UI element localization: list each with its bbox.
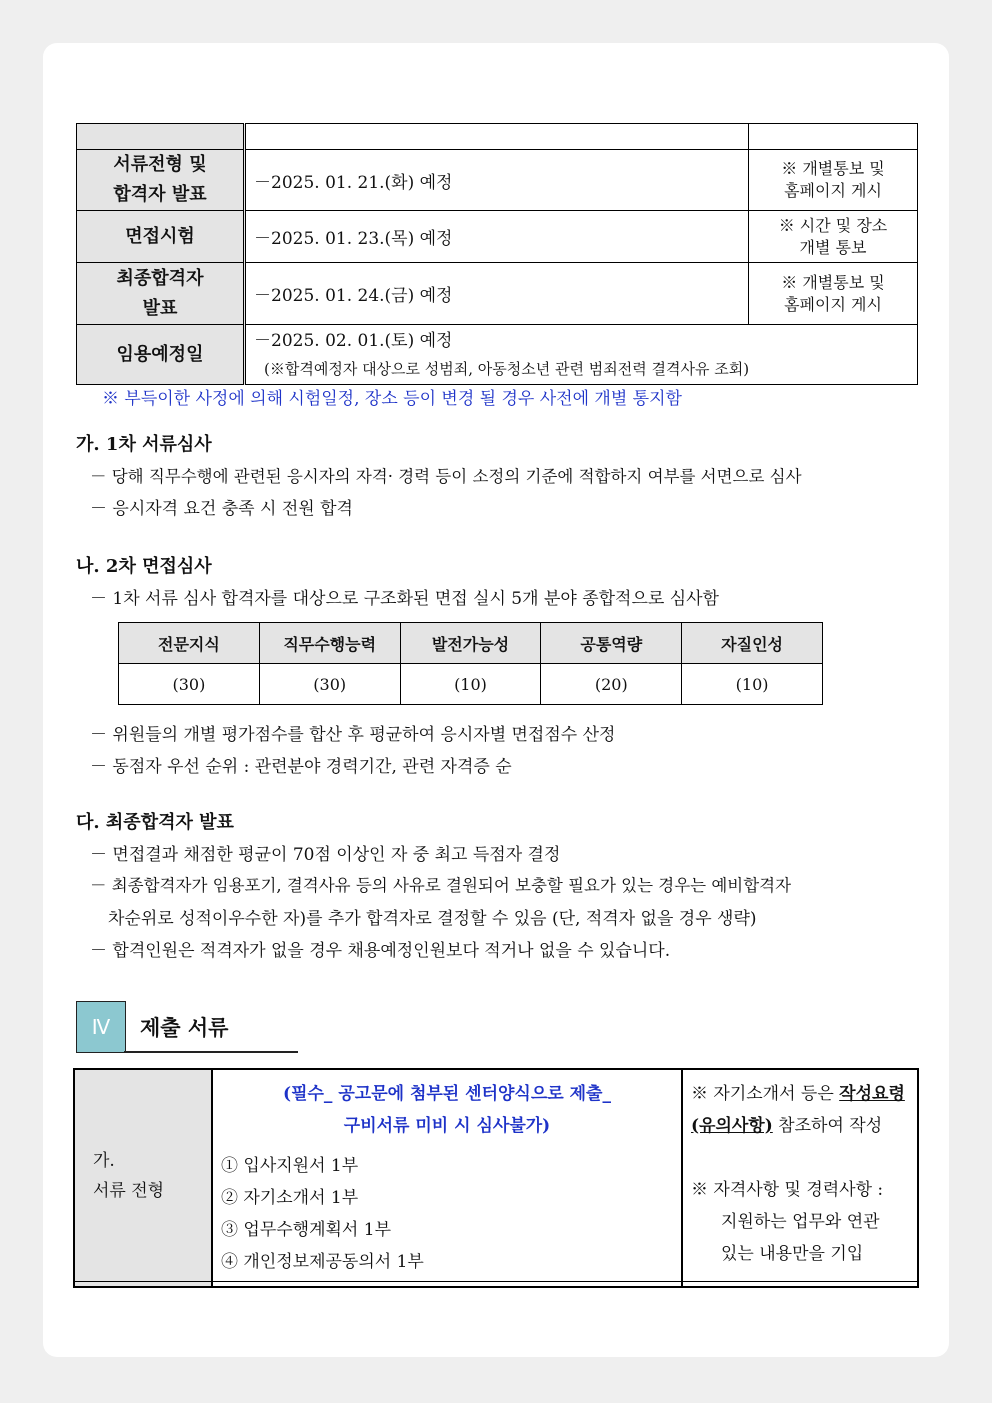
note-text: 있는 내용만을 기입	[721, 1244, 864, 1264]
section-line: － 합격인원은 적격자가 없을 경우 채용예정인원보다 적거나 없을 수 있습니다.	[90, 941, 671, 961]
note-writing-guide	[691, 1078, 909, 1142]
documents-label-cell	[74, 1069, 212, 1287]
section-title: 가. 1차 서류심사	[76, 434, 212, 455]
score-header: 공통역량	[541, 623, 682, 664]
schedule-date-cell	[245, 325, 918, 385]
section-line: － 면접결과 채점한 평균이 70점 이상인 자 중 최고 득점자 결정	[90, 845, 561, 865]
table-row	[77, 211, 918, 263]
note-underlined: 작성요령	[839, 1084, 905, 1104]
score-value: (20)	[541, 664, 682, 705]
schedule-note: ※ 개별통보 및	[781, 272, 885, 292]
required-note: (필수_ 공고문에 첨부된 센터양식으로 제출_	[283, 1084, 611, 1104]
required-note: 구비서류 미비 시 심사불가)	[343, 1116, 551, 1136]
schedule-note-cell	[749, 124, 918, 150]
note-text: ※ 자격사항 및 경력사항 :	[691, 1180, 884, 1200]
schedule-label: 발표	[142, 297, 178, 319]
schedule-note-cell	[749, 150, 918, 211]
documents-note-cell	[682, 1069, 918, 1287]
schedule-label-cell	[77, 150, 245, 211]
table-row	[77, 150, 918, 211]
schedule-label: 합격자 발표	[113, 184, 207, 205]
table-row	[77, 124, 918, 150]
score-value: (10)	[400, 664, 541, 705]
score-header: 자질인성	[682, 623, 823, 664]
table-row	[119, 664, 823, 705]
note-underlined: (유의사항)	[691, 1116, 773, 1136]
section-line: － 최종합격자가 임용포기, 결격사유 등의 사유로 결원되어 보충할 필요가 있는 경우는 예비합격자	[90, 876, 792, 895]
schedule-date: －2025. 01. 24.(금) 예정	[245, 263, 749, 325]
document-item: ① 입사지원서 1부	[221, 1156, 359, 1176]
table-row	[74, 1069, 918, 1287]
schedule-note: ※ 개별통보 및	[781, 159, 885, 178]
section-line: 차순위로 성적이우수한 자)를 추가 합격자로 결정할 수 있음 (단, 적격자 없을 경우 생략)	[108, 909, 757, 929]
note-text: ※ 자기소개서 등은	[691, 1084, 840, 1104]
schedule-label: 서류전형 및	[113, 154, 207, 175]
schedule-note-cell	[749, 263, 918, 325]
schedule-note: ※ 시간 및 장소	[778, 215, 888, 235]
table-row	[77, 325, 918, 385]
note-qualifications	[691, 1174, 909, 1270]
section-line: － 1차 서류 심사 합격자를 대상으로 구조화된 면접 실시 5개 분야 종합적으로 심사함	[90, 589, 719, 609]
section-line: － 동점자 우선 순위 : 관련분야 경력기간, 관련 자격증 순	[90, 757, 512, 777]
schedule-notice: ※ 부득이한 사정에 의해 시험일정, 장소 등이 변경 될 경우 사전에 개별 통지함	[102, 389, 682, 409]
schedule-subnote: (※합격예정자 대상으로 성범죄, 아동청소년 관련 범죄전력 결격사유 조회)	[264, 359, 750, 378]
document-item: ② 자기소개서 1부	[221, 1188, 359, 1208]
score-header: 발전가능성	[400, 623, 541, 664]
section-number-badge: Ⅳ	[76, 1001, 126, 1053]
schedule-date: －2025. 01. 23.(목) 예정	[245, 211, 749, 263]
score-value: (10)	[682, 664, 823, 705]
document-item: ④ 개인정보제공동의서 1부	[221, 1252, 424, 1272]
documents-label: 서류 전형	[93, 1181, 165, 1201]
schedule-date-cell	[245, 124, 749, 150]
section-line: － 당해 직무수행에 관련된 응시자의 자격· 경력 등이 소정의 기준에 적합하지 여부를 서면으로 심사	[90, 467, 802, 486]
schedule-label-cell	[77, 263, 245, 325]
table-row	[119, 623, 823, 664]
documents-table	[73, 1068, 919, 1288]
document-item: ③ 업무수행계획서 1부	[221, 1220, 391, 1240]
schedule-date: －2025. 01. 21.(화) 예정	[245, 150, 749, 211]
schedule-note: 홈페이지 게시	[784, 181, 882, 200]
section-title: 나. 2차 면접심사	[76, 556, 212, 577]
schedule-note: 개별 통보	[799, 237, 867, 257]
score-value: (30)	[119, 664, 260, 705]
schedule-label: 임용예정일	[77, 325, 245, 385]
section-line: － 위원들의 개별 평가점수를 합산 후 평균하여 응시자별 면접점수 산정	[90, 725, 616, 745]
score-table	[118, 622, 823, 705]
score-value: (30)	[259, 664, 400, 705]
score-header: 직무수행능력	[259, 623, 400, 664]
bottom-rule	[73, 1281, 919, 1282]
section-line: － 응시자격 요건 충족 시 전원 합격	[90, 499, 353, 519]
note-text: 참조하여 작성	[772, 1116, 883, 1136]
schedule-note-cell	[749, 211, 918, 263]
section-title: 다. 최종합격자 발표	[76, 812, 234, 833]
schedule-table	[76, 123, 918, 385]
schedule-note: 홈페이지 게시	[784, 294, 882, 314]
schedule-date: －2025. 02. 01.(토) 예정	[254, 330, 453, 351]
schedule-label: 최종합격자	[116, 267, 204, 289]
section-heading: 제출 서류	[140, 1015, 229, 1040]
score-header: 전문지식	[119, 623, 260, 664]
note-text: 지원하는 업무와 연관	[721, 1212, 880, 1232]
schedule-label: 면접시험	[77, 211, 245, 263]
heading-underline	[124, 1051, 298, 1053]
documents-list-cell	[212, 1069, 682, 1287]
table-row	[77, 263, 918, 325]
documents-label: 가.	[93, 1151, 115, 1171]
schedule-label-cell	[77, 124, 245, 150]
